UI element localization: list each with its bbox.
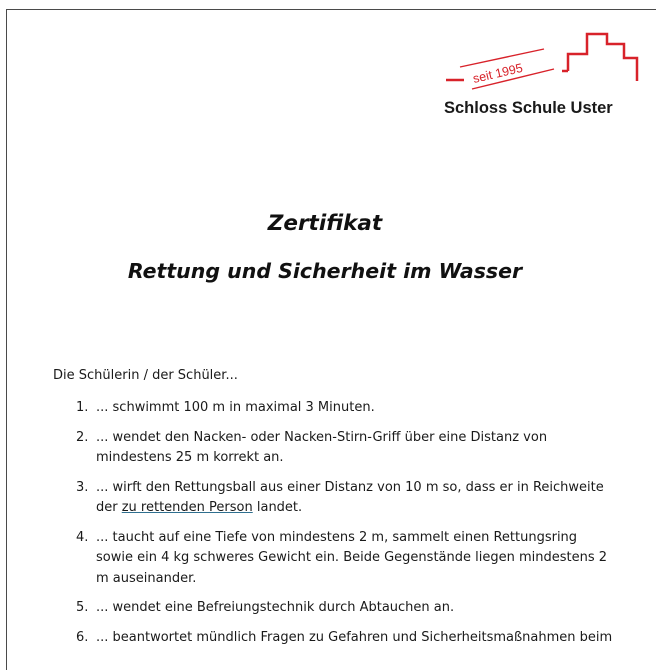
- school-logo: [444, 21, 654, 117]
- list-text: ... wendet den Nacken- oder Nacken-Stirn-Griff über eine Distanz von mindestens 25 m korrekt an.: [96, 429, 548, 465]
- logo-since-text: seit 1995: [471, 60, 525, 86]
- list-text: ... wirft den Rettungsball aus einer Distanz von 10 m so, dass er in Reichweite der: [96, 479, 604, 515]
- list-item: [53, 628, 613, 649]
- document-page: [6, 9, 656, 670]
- school-name: Schloss Schule Uster: [444, 99, 613, 117]
- list-item: [53, 398, 613, 419]
- certificate-subtitle: Rettung und Sicherheit im Wasser: [127, 259, 523, 283]
- list-text: ... taucht auf eine Tiefe von mindestens 2 m, sammelt einen Rettungsring sowie ein 4 kg schweres Gewicht ein. Beide Gegenstände liegen mindestens 2 m auseinander.: [96, 529, 608, 586]
- list-item: [53, 528, 613, 590]
- list-number: 2.: [76, 429, 89, 445]
- list-item: [53, 598, 613, 619]
- list-number: 5.: [76, 600, 89, 615]
- list-number: 6.: [76, 629, 89, 645]
- castle-logo-icon: [444, 21, 654, 101]
- requirements-list: [53, 398, 613, 657]
- intro-text: Die Schülerin / der Schüler...: [53, 368, 238, 383]
- list-text-end: landet.: [252, 500, 303, 515]
- list-item: [53, 478, 613, 519]
- underlined-phrase: zu rettenden Person: [121, 500, 253, 515]
- list-text: ... schwimmt 100 m in maximal 3 Minuten.: [96, 400, 375, 415]
- list-item: [53, 428, 613, 469]
- list-number: 3.: [76, 479, 89, 495]
- list-number: 1.: [76, 400, 89, 415]
- list-number: 4.: [76, 529, 89, 545]
- certificate-title: Zertifikat: [267, 211, 383, 236]
- list-text: ... wendet eine Befreiungstechnik durch Abtauchen an.: [96, 600, 455, 615]
- list-text: ... beantwortet mündlich Fragen zu Gefahren und Sicherheitsmaßnahmen beim: [96, 629, 613, 645]
